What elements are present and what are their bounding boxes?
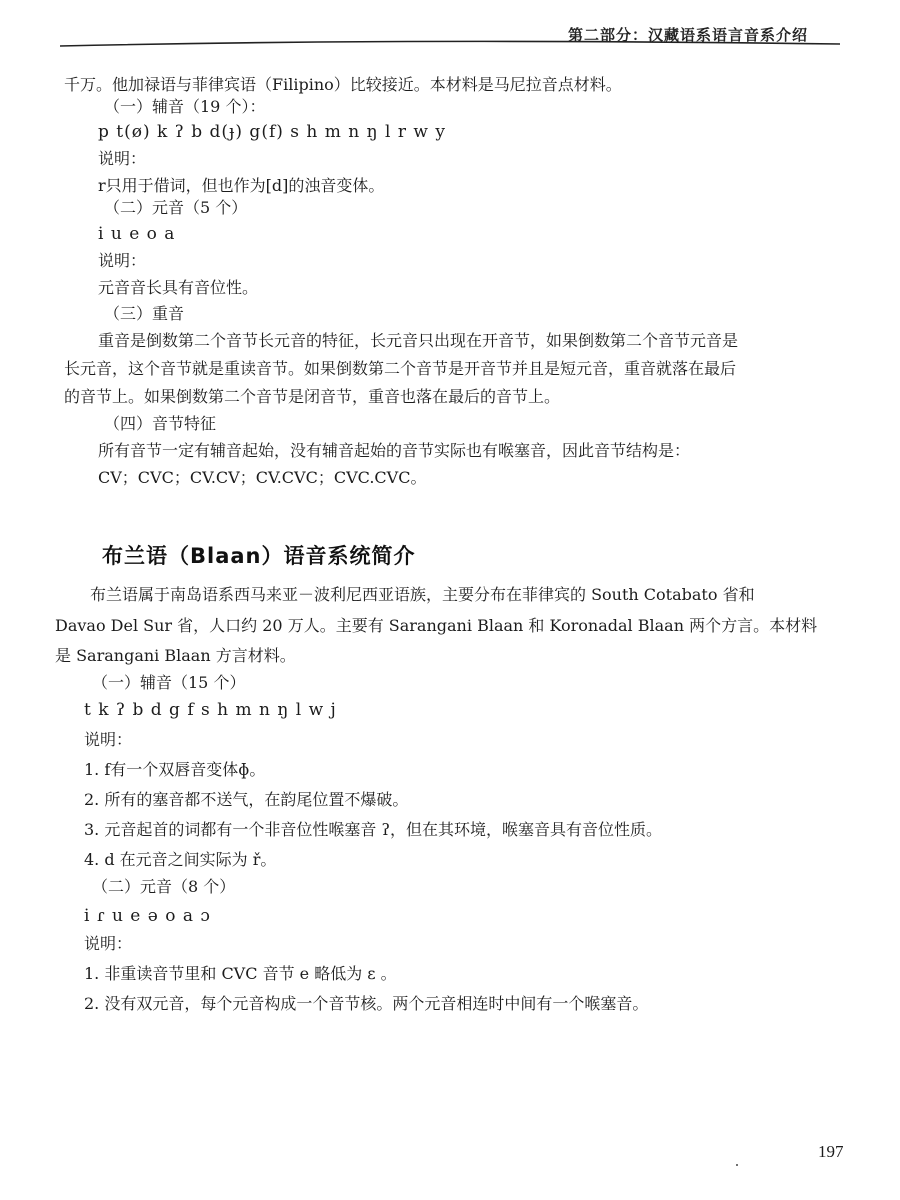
running-head: 第二部分：汉藏语系语言音系介绍 (567, 26, 808, 44)
intro-paragraph-line: Davao Del Sur 省，人口约 20 万人。主要有 Sarangani Blaan 和 Koronadal Blaan 两个方言。本材料 (55, 616, 818, 635)
vowel-inventory: i ɾ u e ə o a ɔ (84, 906, 211, 926)
consonant-inventory: t k ʔ b d g f s h m n ŋ l w j (84, 700, 337, 720)
note-label: 说明： (84, 934, 133, 953)
syllable-paragraph-line: 所有音节一定有辅音起始，没有辅音起始的音节实际也有喉塞音，因此音节结构是： (98, 441, 691, 460)
header-rule (60, 28, 840, 58)
vowels-heading: （二）元音（5 个） (104, 198, 248, 217)
consonants-heading: （一）辅音（15 个） (92, 673, 246, 692)
consonant-inventory: p t(ø) k ʔ b d(ɟ) g(f) s h m n ŋ l r w y (98, 122, 446, 142)
syllable-structures: CV；CVC；CV.CV；CV.CVC；CVC.CVC。 (98, 468, 427, 487)
vowels-heading: （二）元音（8 个） (92, 877, 236, 896)
intro-tail: 千万。他加禄语与菲律宾语（Filipino）比较接近。本材料是马尼拉音点材料。 (64, 75, 622, 94)
stress-heading: （三）重音 (104, 304, 185, 323)
vowel-note: 元音音长具有音位性。 (98, 278, 259, 297)
stress-paragraph-line: 的音节上。如果倒数第二个音节是闭音节，重音也落在最后的音节上。 (64, 387, 561, 406)
note-label: 说明： (98, 149, 147, 168)
vowel-inventory: i u e o a (98, 224, 176, 244)
consonant-note: 1. f有一个双唇音变体ɸ。 (84, 760, 266, 779)
scan-speck (736, 1164, 738, 1166)
vowel-note: 1. 非重读音节里和 CVC 音节 e 略低为 ε 。 (84, 964, 397, 983)
stress-paragraph-line: 长元音，这个音节就是重读音节。如果倒数第二个音节是开音节并且是短元音，重音就落在最后 (64, 359, 737, 378)
intro-paragraph-line: 布兰语属于南岛语系西马来亚－波利尼西亚语族，主要分布在菲律宾的 South Cotabato 省和 (90, 585, 755, 604)
note-label: 说明： (98, 251, 147, 270)
intro-paragraph-line: 是 Sarangani Blaan 方言材料。 (55, 646, 296, 665)
note-label: 说明： (84, 730, 133, 749)
consonant-note: 4. d 在元音之间实际为 ř。 (84, 850, 277, 869)
syllable-heading: （四）音节特征 (104, 414, 217, 433)
section-title: 布兰语（Blaan）语音系统简介 (102, 544, 416, 568)
consonant-note: r只用于借词，但也作为[d]的浊音变体。 (98, 176, 385, 195)
stress-paragraph-line: 重音是倒数第二个音节长元音的特征，长元音只出现在开音节，如果倒数第二个音节元音是 (98, 331, 739, 350)
consonants-heading: （一）辅音（19 个）： (104, 97, 266, 116)
consonant-note: 2. 所有的塞音都不送气，在韵尾位置不爆破。 (84, 790, 409, 809)
page-number: 197 (818, 1142, 844, 1161)
vowel-note: 2. 没有双元音，每个元音构成一个音节核。两个元音相连时中间有一个喉塞音。 (84, 994, 649, 1013)
consonant-note: 3. 元音起首的词都有一个非音位性喉塞音 ʔ，但在其环境，喉塞音具有音位性质。 (84, 820, 663, 839)
